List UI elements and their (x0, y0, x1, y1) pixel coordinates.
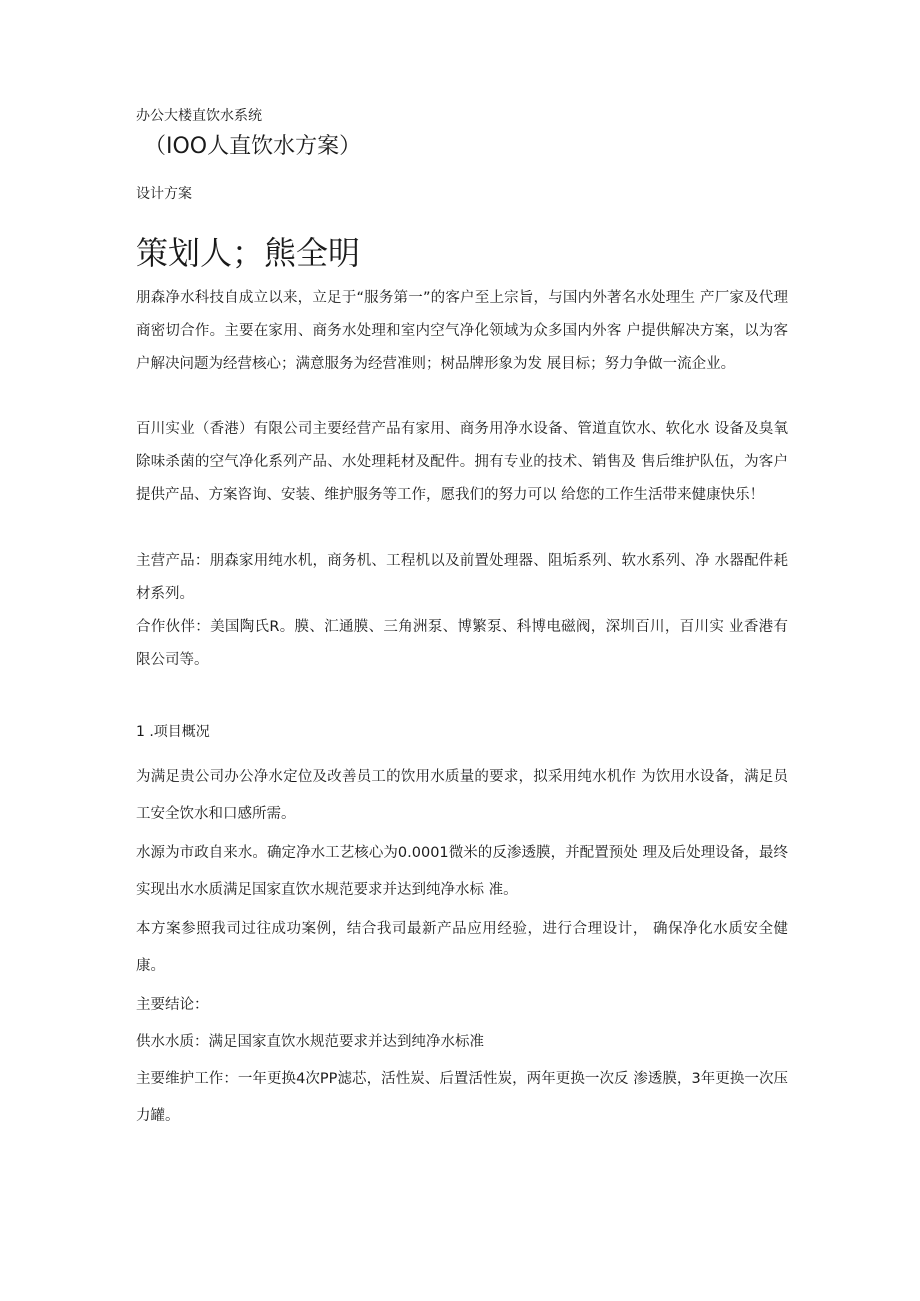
intro-paragraph-partners: 合作伙伴：美国陶氏R。膜、汇通膜、三角洲泵、博繁泵、科博电磁阀，深圳百川，百川实 业香港有限公司等。 (136, 619, 788, 668)
intro-paragraph-products: 主营产品：朋森家用纯水机，商务机、工程机以及前置处理器、阻垢系列、软水系列、净 水器配件耗材系列。 (136, 553, 788, 602)
section1-paragraph-water-source: 水源为市政自来水。确定净水工艺核心为0.0001微米的反渗透膜，并配置预处 理及后处理设备，最终实现出水水质满足国家直饮水规范要求并达到纯净水标 准。 (136, 845, 788, 898)
document-title: 办公大楼直饮水系统 (136, 108, 262, 124)
section1-paragraph-purpose: 为满足贵公司办公净水定位及改善员工的饮用水质量的要求，拟采用纯水机作 为饮用水设备，满足员工安全饮水和口感所需。 (136, 769, 788, 822)
section1-water-quality: 供水水质：满足国家直饮水规范要求并达到纯净水标准 (136, 1034, 484, 1050)
design-label: 设计方案 (136, 186, 192, 202)
intro-paragraph-baichuan: 百川实业（香港）有限公司主要经营产品有家用、商务用净水设备、管道直饮水、软化水 设备及臭氧除味杀菌的空气净化系列产品、水处理耗材及配件。拥有专业的技术、销售及 售后维护队伍，为客户提供产品、方案咨询、安装、维护服务等工作，愿我们的努力可以 给您的工作生活带来健康快乐！ (136, 421, 788, 503)
section1-maintenance: 主要维护工作：一年更换4次PP滤芯，活性炭、后置活性炭，两年更换一次反 渗透膜，3年更换一次压力罐。 (136, 1071, 788, 1124)
section1-conclusion-label: 主要结论： (136, 997, 209, 1013)
planner-line: 策划人；熊全明 (136, 234, 361, 272)
document-subtitle: （IOO人直饮水方案） (144, 134, 362, 159)
section1-paragraph-design-basis: 本方案参照我司过往成功案例，结合我司最新产品应用经验，进行合理设计， 确保净化水质安全健康。 (136, 921, 788, 974)
intro-paragraph-company: 朋森净水科技自成立以来，立足于“服务第一”的客户至上宗旨，与国内外著名水处理生 产厂家及代理商密切合作。主要在家用、商务水处理和室内空气净化领域为众多国内外客 户提供解决方案，以为客户解决问题为经营核心；满意服务为经营准则；树品牌形象为发 展目标；努力争做一流企业。 (136, 290, 788, 372)
section-heading-project-overview: 1 .项目概况 (136, 724, 210, 740)
